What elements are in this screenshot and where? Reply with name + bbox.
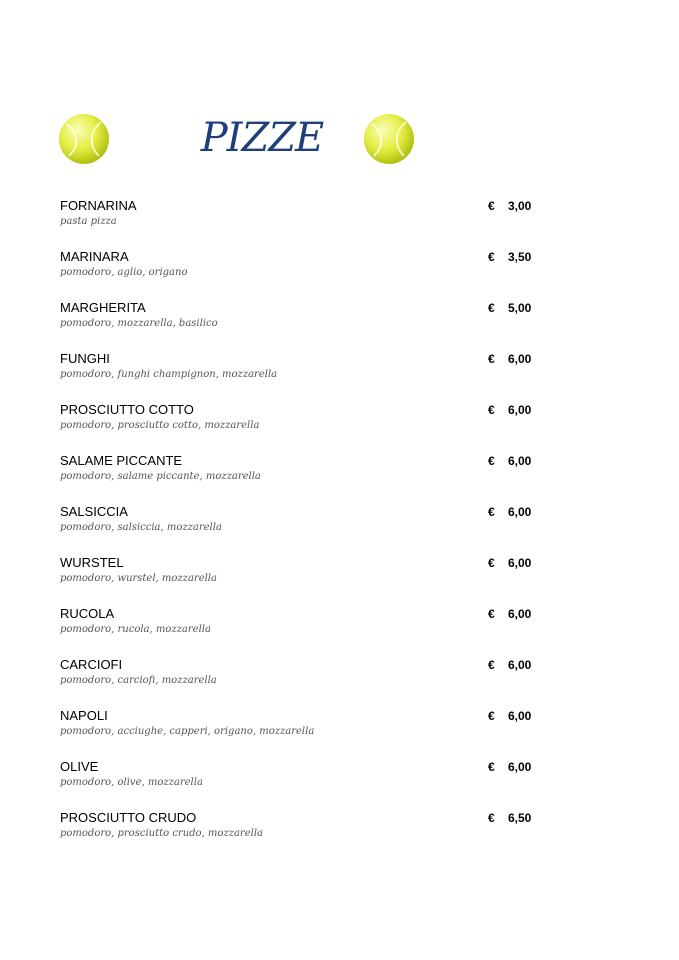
pizza-name: PROSCIUTTO CRUDO bbox=[60, 810, 197, 825]
currency-symbol: € bbox=[488, 709, 495, 723]
menu-item bbox=[60, 809, 540, 860]
pizza-name: PROSCIUTTO COTTO bbox=[60, 402, 194, 417]
menu-item bbox=[60, 299, 540, 350]
currency-symbol: € bbox=[488, 352, 495, 366]
pizza-description: pomodoro, carciofi, mozzarella bbox=[60, 675, 217, 686]
pizza-name: OLIVE bbox=[60, 759, 99, 774]
menu-item bbox=[60, 248, 540, 299]
pizza-description: pomodoro, wurstel, mozzarella bbox=[60, 573, 217, 584]
pizza-description: pomodoro, salame piccante, mozzarella bbox=[60, 471, 261, 482]
pizza-description: pomodoro, acciughe, capperi, origano, mozzarella bbox=[60, 726, 315, 737]
currency-symbol: € bbox=[488, 760, 495, 774]
pizza-price: 6,50 bbox=[508, 811, 532, 825]
pizza-description: pomodoro, rucola, mozzarella bbox=[60, 624, 211, 635]
menu-item bbox=[60, 758, 540, 809]
pizza-name: WURSTEL bbox=[60, 555, 124, 570]
tennis-ball-icon bbox=[59, 114, 109, 164]
currency-symbol: € bbox=[488, 556, 495, 570]
pizza-description: pomodoro, aglio, origano bbox=[60, 267, 188, 278]
pizza-name: MARGHERITA bbox=[60, 300, 146, 315]
currency-symbol: € bbox=[488, 607, 495, 621]
pizza-name: RUCOLA bbox=[60, 606, 115, 621]
pizza-price: 5,00 bbox=[508, 301, 532, 315]
currency-symbol: € bbox=[488, 199, 495, 213]
pizza-name: SALAME PICCANTE bbox=[60, 453, 183, 468]
currency-symbol: € bbox=[488, 403, 495, 417]
currency-symbol: € bbox=[488, 301, 495, 315]
menu-item bbox=[60, 656, 540, 707]
currency-symbol: € bbox=[488, 250, 495, 264]
pizza-price: 6,00 bbox=[508, 505, 532, 519]
menu-item bbox=[60, 554, 540, 605]
pizza-description: pasta pizza bbox=[60, 216, 117, 227]
pizza-name: FUNGHI bbox=[60, 351, 110, 366]
pizza-price: 6,00 bbox=[508, 709, 532, 723]
pizza-name: CARCIOFI bbox=[60, 657, 123, 672]
menu-item bbox=[60, 350, 540, 401]
currency-symbol: € bbox=[488, 505, 495, 519]
menu-item bbox=[60, 401, 540, 452]
page-title: PIZZE bbox=[200, 115, 324, 161]
tennis-ball-icon bbox=[364, 114, 414, 164]
currency-symbol: € bbox=[488, 658, 495, 672]
pizza-price: 6,00 bbox=[508, 454, 532, 468]
pizza-description: pomodoro, prosciutto crudo, mozzarella bbox=[60, 828, 263, 839]
menu-item bbox=[60, 605, 540, 656]
pizza-name: NAPOLI bbox=[60, 708, 108, 723]
pizza-name: FORNARINA bbox=[60, 198, 137, 213]
pizza-price: 6,00 bbox=[508, 556, 532, 570]
pizza-description: pomodoro, salsiccia, mozzarella bbox=[60, 522, 222, 533]
pizza-price: 6,00 bbox=[508, 607, 532, 621]
pizza-description: pomodoro, funghi champignon, mozzarella bbox=[60, 369, 278, 380]
pizza-price: 3,00 bbox=[508, 199, 532, 213]
pizza-price: 3,50 bbox=[508, 250, 532, 264]
pizza-description: pomodoro, mozzarella, basilico bbox=[60, 318, 218, 329]
pizza-description: pomodoro, olive, mozzarella bbox=[60, 777, 203, 788]
currency-symbol: € bbox=[488, 454, 495, 468]
pizza-name: SALSICCIA bbox=[60, 504, 128, 519]
pizza-price: 6,00 bbox=[508, 403, 532, 417]
pizza-price: 6,00 bbox=[508, 760, 532, 774]
menu-item bbox=[60, 197, 540, 248]
pizza-description: pomodoro, prosciutto cotto, mozzarella bbox=[60, 420, 260, 431]
pizza-menu-list bbox=[60, 197, 540, 860]
menu-item bbox=[60, 452, 540, 503]
menu-item bbox=[60, 707, 540, 758]
pizza-name: MARINARA bbox=[60, 249, 129, 264]
pizza-price: 6,00 bbox=[508, 352, 532, 366]
pizza-price: 6,00 bbox=[508, 658, 532, 672]
currency-symbol: € bbox=[488, 811, 495, 825]
menu-item bbox=[60, 503, 540, 554]
